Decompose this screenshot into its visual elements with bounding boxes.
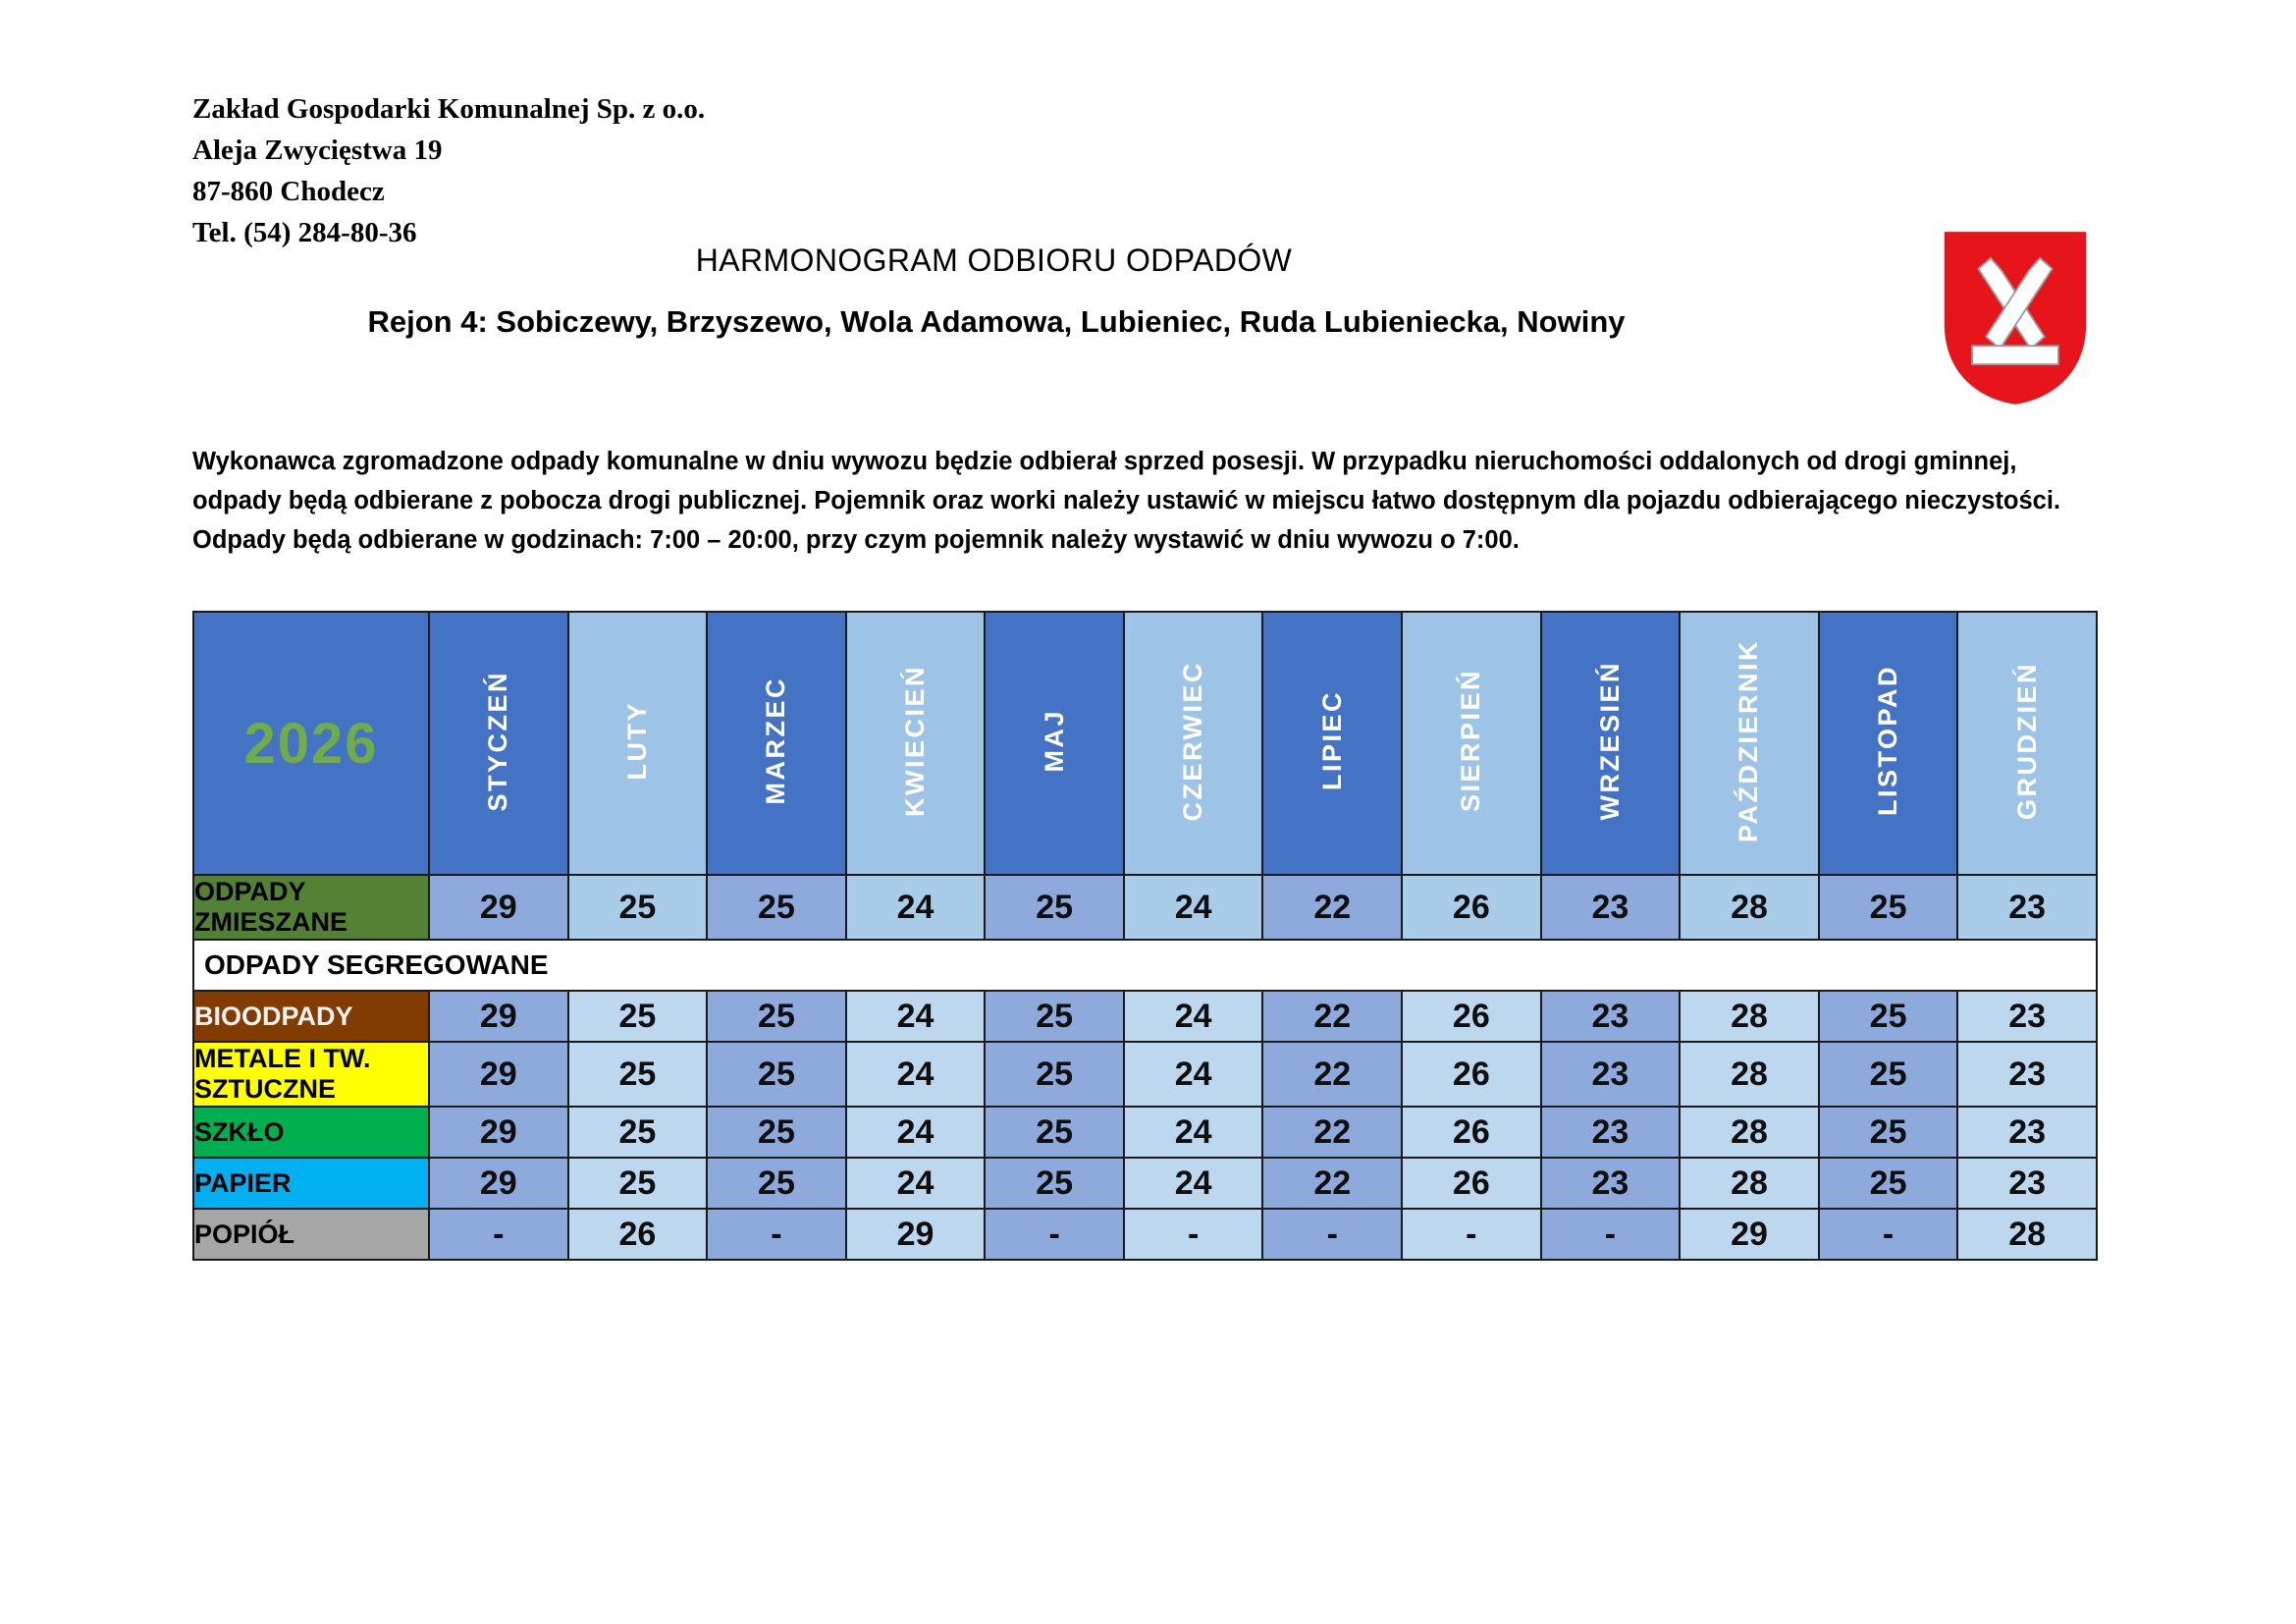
value-cell: 26 xyxy=(1402,991,1541,1042)
value-cell: 26 xyxy=(568,1209,708,1260)
value-cell: 24 xyxy=(846,1042,986,1107)
value-cell: 22 xyxy=(1262,1042,1402,1107)
value-cell: 24 xyxy=(1124,991,1263,1042)
value-cell: 24 xyxy=(1124,875,1263,940)
month-header-grudzien xyxy=(1957,612,2097,875)
value-cell: 23 xyxy=(1541,1158,1681,1209)
value-cell: 23 xyxy=(1541,875,1681,940)
company-name: Zakład Gospodarki Komunalnej Sp. z o.o. xyxy=(192,93,706,125)
month-label: GRUDZIEŃ xyxy=(2011,662,2042,820)
table-row xyxy=(193,991,2097,1042)
value-cell: 29 xyxy=(429,875,568,940)
month-header-maj xyxy=(985,612,1124,875)
category-label-metale-i-tw-sztuczne: METALE I TW. SZTUCZNE xyxy=(193,1042,429,1107)
month-label: LIPIEC xyxy=(1316,690,1347,791)
month-header-sierpien xyxy=(1402,612,1541,875)
value-cell: 22 xyxy=(1262,875,1402,940)
value-cell: 25 xyxy=(1819,875,1958,940)
company-address xyxy=(192,88,705,253)
value-cell: 25 xyxy=(707,1158,846,1209)
table-row xyxy=(193,1107,2097,1158)
value-cell: 22 xyxy=(1262,991,1402,1042)
value-cell: 23 xyxy=(1957,1107,2097,1158)
month-label: PAŹDZIERNIK xyxy=(1734,639,1764,842)
value-cell: 23 xyxy=(1957,875,2097,940)
value-cell: 23 xyxy=(1541,1107,1681,1158)
value-cell: 24 xyxy=(846,875,986,940)
value-cell: 28 xyxy=(1680,1158,1819,1209)
month-label: STYCZEŃ xyxy=(483,670,513,812)
value-cell: 25 xyxy=(568,1107,708,1158)
value-cell: 25 xyxy=(707,1107,846,1158)
value-cell: 25 xyxy=(568,1158,708,1209)
value-cell: 26 xyxy=(1402,1107,1541,1158)
page-title: HARMONOGRAM ODBIORU ODPADÓW xyxy=(695,243,1293,278)
table-header-row xyxy=(193,612,2097,875)
value-cell: 25 xyxy=(568,991,708,1042)
table-row xyxy=(193,1158,2097,1209)
value-cell: 28 xyxy=(1680,991,1819,1042)
month-label: MARZEC xyxy=(761,677,791,805)
month-label: LUTY xyxy=(621,701,652,781)
value-cell: - xyxy=(1541,1209,1681,1260)
value-cell: 26 xyxy=(1402,1042,1541,1107)
month-label: LISTOPAD xyxy=(1873,665,1903,817)
value-cell: 24 xyxy=(1124,1107,1263,1158)
value-cell: 29 xyxy=(1680,1209,1819,1260)
month-label: MAJ xyxy=(1039,709,1069,773)
month-header-listopad xyxy=(1819,612,1958,875)
table-row xyxy=(193,1042,2097,1107)
value-cell: 24 xyxy=(846,991,986,1042)
value-cell: 25 xyxy=(1819,991,1958,1042)
value-cell: 23 xyxy=(1957,1042,2097,1107)
notice-paragraph: Wykonawca zgromadzone odpady komunalne w dniu wywozu będzie odbierał sprzed posesji. W przypadku nieruchomości oddalonych od drogi gminnej, odpady będą odbierane z pobocza drogi publicznej. Pojemnik oraz worki należy ustawić w miejscu łatwo dostępnym dla pojazdu odbierającego nieczystości. Odpady będą odbierane w godzinach: 7:00 – 20:00, przy czym pojemnik należy wystawić w dniu wywozu o 7:00. xyxy=(192,448,2060,554)
company-phone: Tel. (54) 284-80-36 xyxy=(192,217,417,248)
value-cell: 24 xyxy=(1124,1042,1263,1107)
year-cell xyxy=(193,612,429,875)
value-cell: 26 xyxy=(1402,875,1541,940)
value-cell: 25 xyxy=(568,1042,708,1107)
value-cell: 24 xyxy=(1124,1158,1263,1209)
value-cell: 28 xyxy=(1680,1042,1819,1107)
value-cell: - xyxy=(985,1209,1124,1260)
value-cell: 25 xyxy=(1819,1042,1958,1107)
value-cell: 25 xyxy=(707,875,846,940)
value-cell: 23 xyxy=(1957,991,2097,1042)
section-divider-row xyxy=(193,940,2097,991)
value-cell: - xyxy=(707,1209,846,1260)
value-cell: 25 xyxy=(985,1107,1124,1158)
value-cell: 29 xyxy=(429,1107,568,1158)
month-header-lipiec xyxy=(1262,612,1402,875)
value-cell: 26 xyxy=(1402,1158,1541,1209)
month-header-luty xyxy=(568,612,708,875)
value-cell: 29 xyxy=(846,1209,986,1260)
table-row xyxy=(193,1209,2097,1260)
value-cell: 29 xyxy=(429,1158,568,1209)
month-label: KWIECIEŃ xyxy=(900,665,931,817)
value-cell: 22 xyxy=(1262,1158,1402,1209)
value-cell: 24 xyxy=(846,1158,986,1209)
value-cell: 29 xyxy=(429,1042,568,1107)
value-cell: 28 xyxy=(1957,1209,2097,1260)
value-cell: 28 xyxy=(1680,875,1819,940)
value-cell: 23 xyxy=(1957,1158,2097,1209)
value-cell: 25 xyxy=(985,991,1124,1042)
value-cell: - xyxy=(1124,1209,1263,1260)
value-cell: 23 xyxy=(1541,1042,1681,1107)
category-label-popiol: POPIÓŁ xyxy=(193,1209,429,1260)
table-row xyxy=(193,875,2097,940)
value-cell: 25 xyxy=(985,1042,1124,1107)
value-cell: 25 xyxy=(985,875,1124,940)
value-cell: 25 xyxy=(1819,1158,1958,1209)
value-cell: - xyxy=(1402,1209,1541,1260)
category-label-bioodpady: BIOODPADY xyxy=(193,991,429,1042)
month-header-kwiecien xyxy=(846,612,986,875)
value-cell: 25 xyxy=(707,1042,846,1107)
month-header-czerwiec xyxy=(1124,612,1263,875)
year-label: 2026 xyxy=(243,711,379,776)
company-city: 87-860 Chodecz xyxy=(192,176,385,207)
coat-of-arms-emblem xyxy=(1938,229,2093,407)
value-cell: 29 xyxy=(429,991,568,1042)
value-cell: 25 xyxy=(568,875,708,940)
value-cell: 22 xyxy=(1262,1107,1402,1158)
value-cell: 28 xyxy=(1680,1107,1819,1158)
value-cell: - xyxy=(1819,1209,1958,1260)
category-label-szklo: SZKŁO xyxy=(193,1107,429,1158)
company-street: Aleja Zwycięstwa 19 xyxy=(192,135,443,166)
section-divider-label: ODPADY SEGREGOWANE xyxy=(193,940,2097,991)
month-label: WRZESIEŃ xyxy=(1594,661,1625,821)
month-header-marzec xyxy=(707,612,846,875)
value-cell: 24 xyxy=(846,1107,986,1158)
value-cell: - xyxy=(1262,1209,1402,1260)
region-subtitle: Rejon 4: Sobiczewy, Brzyszewo, Wola Adamowa, Lubieniec, Ruda Lubieniecka, Nowiny xyxy=(367,304,1626,339)
category-label-odpady-zmieszane: ODPADY ZMIESZANE xyxy=(193,875,429,940)
month-header-pazdziernik xyxy=(1680,612,1819,875)
value-cell: 25 xyxy=(1819,1107,1958,1158)
month-header-styczen xyxy=(429,612,568,875)
month-label: CZERWIEC xyxy=(1178,660,1208,822)
value-cell: 25 xyxy=(707,991,846,1042)
category-label-papier: PAPIER xyxy=(193,1158,429,1209)
value-cell: 25 xyxy=(985,1158,1124,1209)
waste-schedule-table xyxy=(192,611,2098,1261)
month-header-wrzesien xyxy=(1541,612,1681,875)
value-cell: - xyxy=(429,1209,568,1260)
month-label: SIERPIEŃ xyxy=(1456,669,1486,813)
value-cell: 23 xyxy=(1541,991,1681,1042)
